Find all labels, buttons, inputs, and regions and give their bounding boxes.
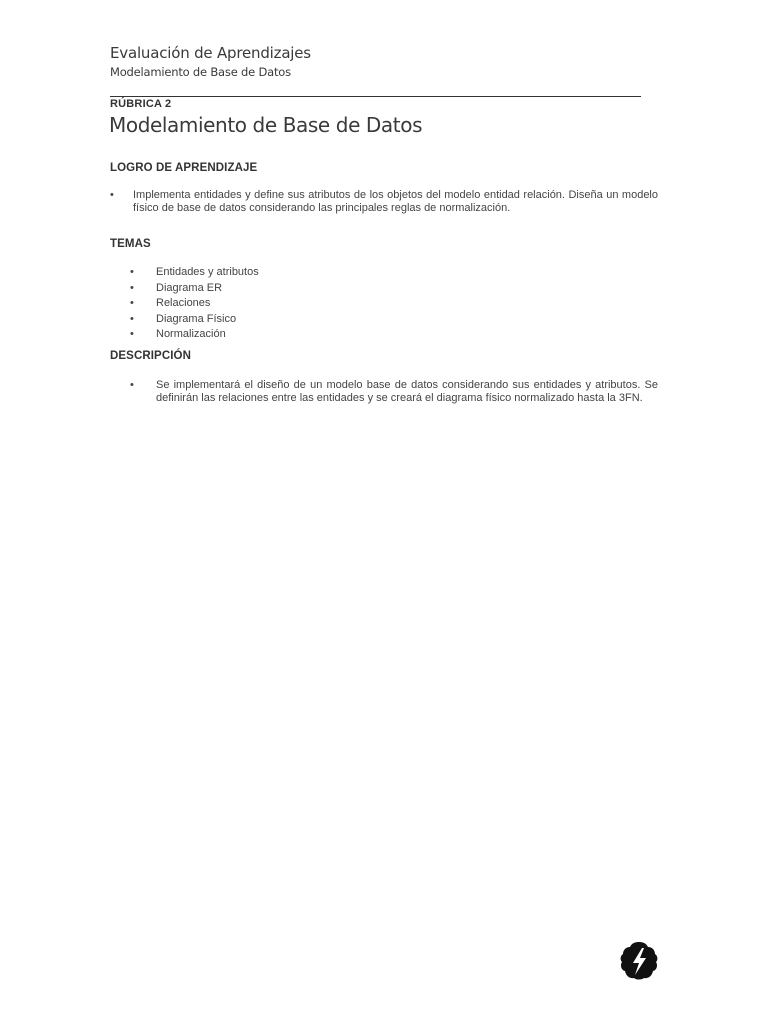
rubric-label: RÚBRICA 2 — [110, 98, 172, 110]
bullet: • — [130, 281, 134, 294]
header-subtitle: Modelamiento de Base de Datos — [110, 65, 291, 79]
topic-label: Diagrama ER — [156, 281, 223, 294]
section-heading-descripcion: DESCRIPCIÓN — [110, 350, 191, 362]
section-heading-temas: TEMAS — [110, 238, 151, 250]
header-title: Evaluación de Aprendizajes — [110, 44, 311, 62]
topic-label: Normalización — [156, 328, 226, 340]
brain-bolt-icon — [619, 940, 659, 982]
topic-label: Relaciones — [156, 297, 211, 309]
topic-label: Diagrama Físico — [156, 312, 237, 325]
bullet: • — [130, 328, 134, 340]
bullet: • — [130, 266, 134, 278]
document-title: Modelamiento de Base de Datos — [109, 113, 423, 137]
bullet-descripcion: • — [130, 379, 134, 391]
bullet: • — [130, 312, 134, 325]
topic-label: Entidades y atributos — [156, 266, 259, 278]
bullet-logro: • — [110, 189, 114, 201]
header-divider — [110, 96, 641, 97]
descripcion-text: Se implementará el diseño de un modelo base de datos considerando sus entidades y atributos. Se definirán las relaciones entre las entidades y se creará el diagrama físico normalizado hasta la 3FN. — [156, 379, 658, 404]
section-heading-logro: LOGRO DE APRENDIZAJE — [110, 162, 258, 174]
bullet: • — [130, 297, 134, 309]
logro-text: Implementa entidades y define sus atributos de los objetos del modelo entidad relación. Diseña un modelo físico de base de datos considerando las principales reglas de normalización. — [133, 189, 658, 214]
